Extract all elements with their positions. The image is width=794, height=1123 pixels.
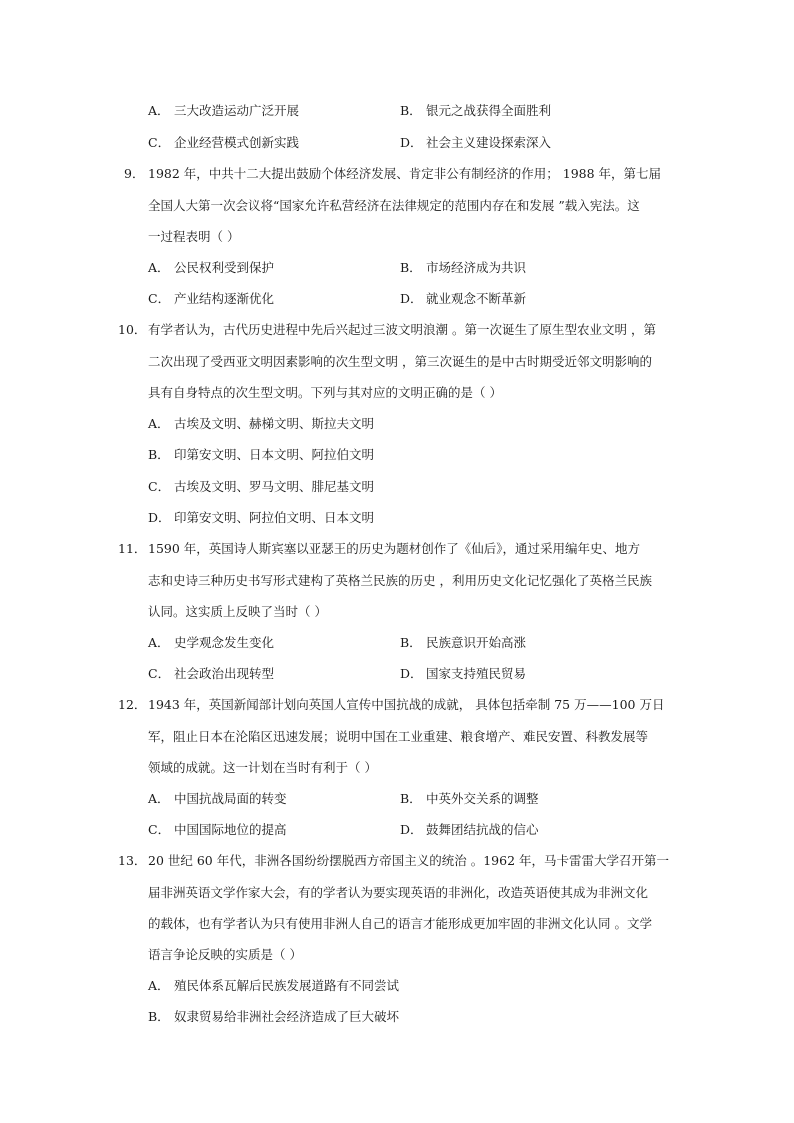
q10-stem-line-1: 有学者认为，古代历史进程中先后兴起过三波文明浪潮 。第一次诞生了原生型农业文明 ，第 <box>148 322 656 337</box>
q11-stem-line-3: 认同。这实质上反映了当时（ ） <box>148 604 327 619</box>
q11-option-a: A． 史学观念发生变化 <box>148 635 275 650</box>
q13-option-a: A． 殖民体系瓦解后民族发展道路有不同尝试 <box>148 978 400 993</box>
q13-option-b: B． 奴隶贸易给非洲社会经济造成了巨大破坏 <box>148 1009 400 1024</box>
q12-stem-line-2: 军，阻止日本在沦陷区迅速发展；说明中国在工业重建、粮食增产、难民安置、科教发展等 <box>148 729 649 744</box>
q12-option-c: C． 中国国际地位的提高 <box>148 822 287 837</box>
q12-option-d: D． 鼓舞团结抗战的信心 <box>400 822 539 837</box>
q9-option-c: C． 产业结构逐渐优化 <box>148 291 275 306</box>
q9-option-d: D． 就业观念不断革新 <box>400 291 527 306</box>
q12-option-a: A． 中国抗战局面的转变 <box>148 791 287 806</box>
q9-stem-line-3: 一过程表明（ ） <box>148 229 240 244</box>
q13-stem-line-3: 的载体，也有学者认为只有使用非洲人自己的语言才能形成更加牢固的非洲文化认同 。文学 <box>148 916 652 931</box>
q10-number: 10． <box>118 322 147 337</box>
q13-stem-line-1: 20 世纪 60 年代，非洲各国纷纷摆脱西方帝国主义的统治 。1962 年，马卡雷雷大学召开第一 <box>148 853 669 868</box>
q13-number: 13． <box>118 853 147 868</box>
q8-option-b: B． 银元之战获得全面胜利 <box>400 103 552 118</box>
q10-option-c: C． 古埃及文明、罗马文明、腓尼基文明 <box>148 479 375 494</box>
q11-option-b: B． 民族意识开始高涨 <box>400 635 527 650</box>
q10-option-a: A． 古埃及文明、赫梯文明、斯拉夫文明 <box>148 416 375 431</box>
q9-number: 9． <box>124 166 145 181</box>
q8-option-d: D． 社会主义建设探索深入 <box>400 135 552 150</box>
q12-number: 12． <box>118 697 147 712</box>
q8-option-a: A． 三大改造运动广泛开展 <box>148 103 300 118</box>
q9-option-a: A． 公民权利受到保护 <box>148 260 275 275</box>
q10-stem-line-2: 二次出现了受西亚文明因素影响的次生型文明 ，第三次诞生的是中古时期受近邻文明影响的 <box>148 354 652 369</box>
q11-option-d: D． 国家支持殖民贸易 <box>400 666 527 681</box>
q10-stem-line-3: 具有自身特点的次生型文明。下列与其对应的文明正确的是（ ） <box>148 385 502 400</box>
q13-stem-line-4: 语言争论反映的实质是（ ） <box>148 947 302 962</box>
q9-stem-line-2: 全国人大第一次会议将“国家允许私营经济在法律规定的范围内存在和发展 ”载入宪法。这 <box>148 198 640 213</box>
q11-stem-line-2: 志和史诗三种历史书写形式建构了英格兰民族的历史 ，利用历史文化记忆强化了英格兰民族 <box>148 573 652 588</box>
q10-option-b: B． 印第安文明、日本文明、阿拉伯文明 <box>148 447 375 462</box>
q13-stem-line-2: 届非洲英语文学作家大会，有的学者认为要实现英语的非洲化，改造英语使其成为非洲文化 <box>148 885 649 900</box>
q11-option-c: C． 社会政治出现转型 <box>148 666 275 681</box>
q9-stem-line-1: 1982 年，中共十二大提出鼓励个体经济发展、肯定非公有制经济的作用； 1988 年，第七届 <box>148 166 662 181</box>
q10-option-d: D． 印第安文明、阿拉伯文明、日本文明 <box>148 510 375 525</box>
q11-stem-line-1: 1590 年，英国诗人斯宾塞以亚瑟王的历史为题材创作了《仙后》，通过采用编年史、地方 <box>148 541 641 556</box>
q9-option-b: B． 市场经济成为共识 <box>400 260 527 275</box>
q12-option-b: B． 中英外交关系的调整 <box>400 791 539 806</box>
q12-stem-line-3: 领域的成就。这一计划在当时有利于（ ） <box>148 760 377 775</box>
q8-option-c: C． 企业经营模式创新实践 <box>148 135 300 150</box>
q11-number: 11． <box>118 541 147 556</box>
q12-stem-line-1: 1943 年，英国新闻部计划向英国人宣传中国抗战的成就， 具体包括牵制 75 万——100 万日 <box>148 697 665 712</box>
